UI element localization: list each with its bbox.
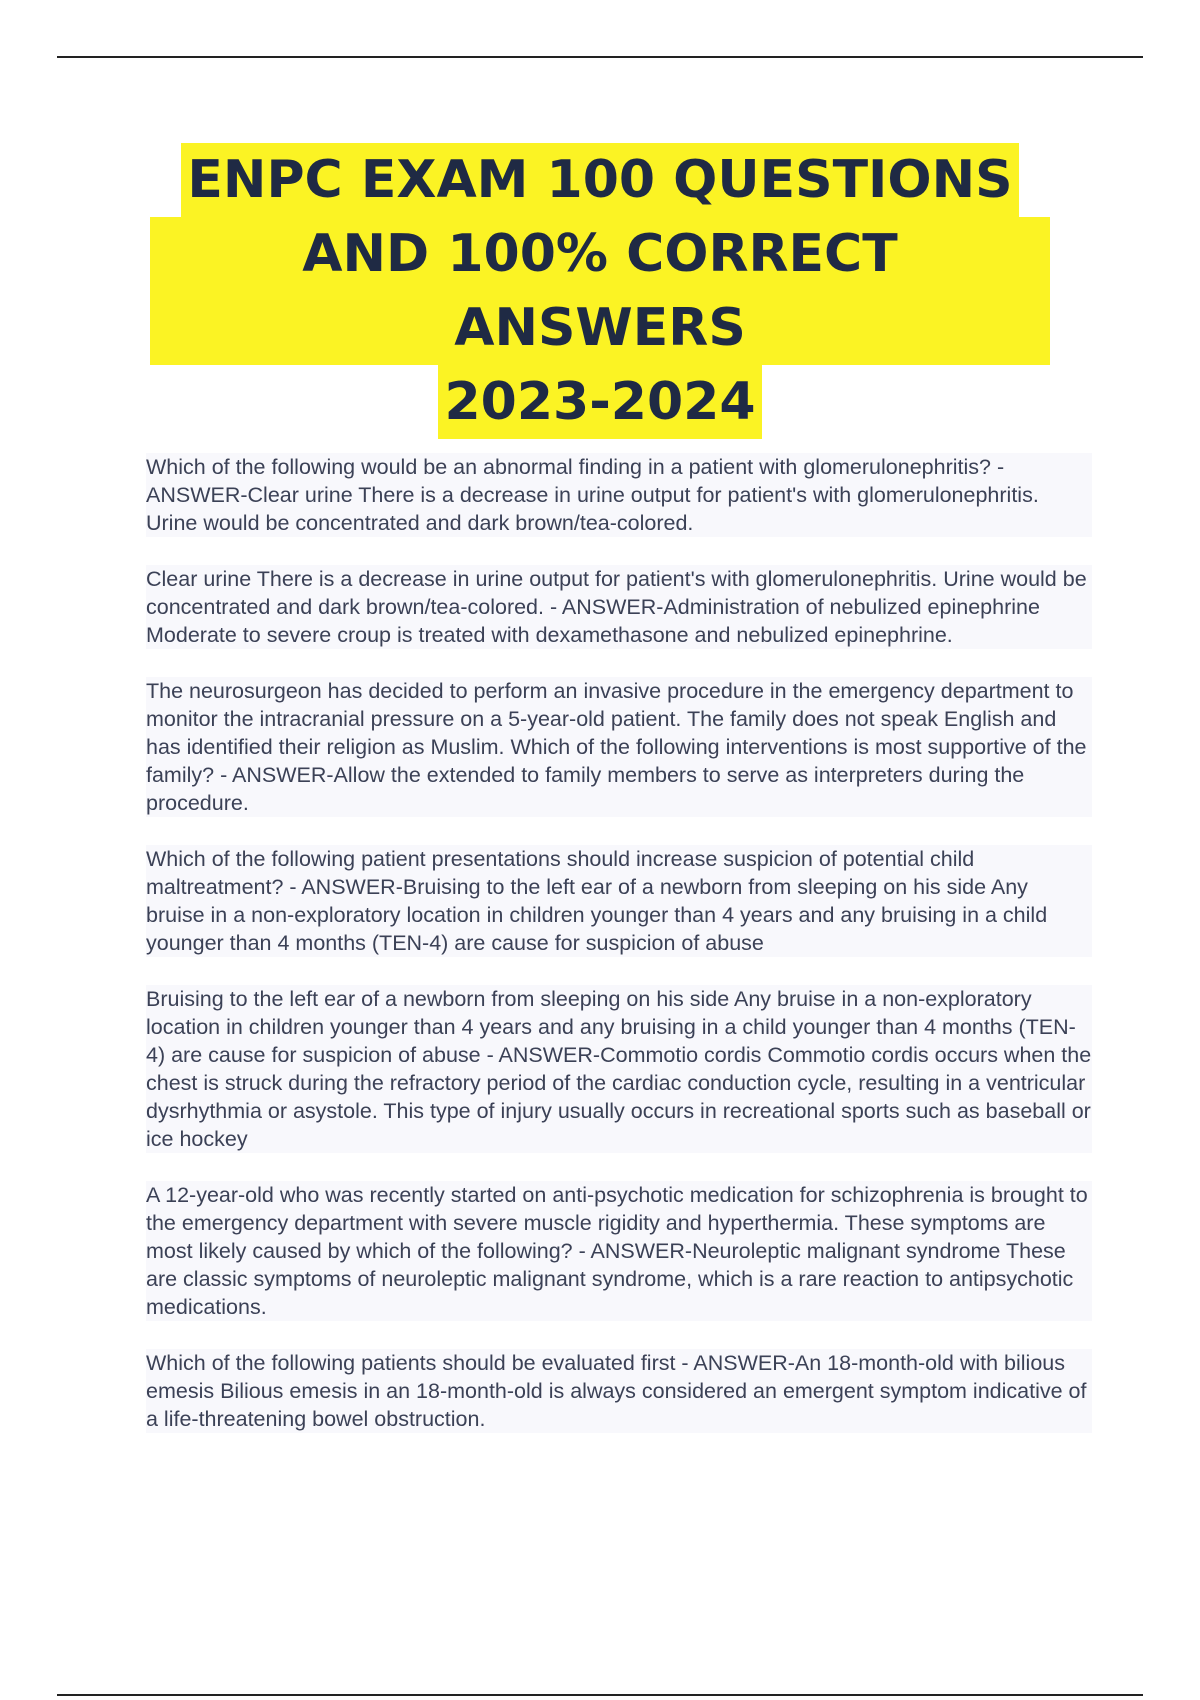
title-line-1: ENPC EXAM 100 QUESTIONS <box>181 143 1018 217</box>
title-line-3: 2023-2024 <box>438 365 761 439</box>
title-line-2: AND 100% CORRECT ANSWERS <box>150 217 1050 365</box>
qa-paragraph-4: Which of the following patient presentations should increase suspicion of potential child maltreatment? - ANSWER-Bruising to the left ear of a newborn from sleeping on his side Any bruise in a non-exploratory location in children younger than 4 years and any bruising in a child younger than 4 months (TEN-4) are cause for suspicion of abuse <box>146 845 1092 957</box>
qa-paragraph-2: Clear urine There is a decrease in urine output for patient's with glomerulonephritis. Urine would be concentrated and dark brown/tea-colored. - ANSWER-Administration of nebulized epinephrine Moderate to severe croup is treated with dexamethasone and nebulized epinephrine. <box>146 565 1092 649</box>
qa-content <box>146 453 1092 1461</box>
qa-paragraph-1: Which of the following would be an abnormal finding in a patient with glomerulonephritis? - ANSWER-Clear urine There is a decrease in urine output for patient's with glomerulonephritis. Urine would be concentrated and dark brown/tea-colored. <box>146 453 1092 537</box>
qa-paragraph-6: A 12-year-old who was recently started on anti-psychotic medication for schizophrenia is brought to the emergency department with severe muscle rigidity and hyperthermia. These symptoms are most likely caused by which of the following? - ANSWER-Neuroleptic malignant syndrome These are classic symptoms of neuroleptic malignant syndrome, which is a rare reaction to antipsychotic medications. <box>146 1181 1092 1321</box>
document-title <box>150 143 1050 439</box>
qa-paragraph-5: Bruising to the left ear of a newborn from sleeping on his side Any bruise in a non-exploratory location in children younger than 4 years and any bruising in a child younger than 4 months (TEN-4) are cause for suspicion of abuse - ANSWER-Commotio cordis Commotio cordis occurs when the chest is struck during the refractory period of the cardiac conduction cycle, resulting in a ventricular dysrhythmia or asystole. This type of injury usually occurs in recreational sports such as baseball or ice hockey <box>146 987 1092 1151</box>
top-rule <box>57 56 1143 58</box>
bottom-rule <box>57 1694 1143 1696</box>
qa-paragraph-7: Which of the following patients should be evaluated first - ANSWER-An 18-month-old with bilious emesis Bilious emesis in an 18-month-old is always considered an emergent symptom indicative of a life-threatening bowel obstruction. <box>146 1349 1092 1433</box>
qa-paragraph-3: The neurosurgeon has decided to perform an invasive procedure in the emergency department to monitor the intracranial pressure on a 5-year-old patient. The family does not speak English and has identified their religion as Muslim. Which of the following interventions is most supportive of the family? - ANSWER-Allow the extended to family members to serve as interpreters during the procedure. <box>146 677 1092 817</box>
